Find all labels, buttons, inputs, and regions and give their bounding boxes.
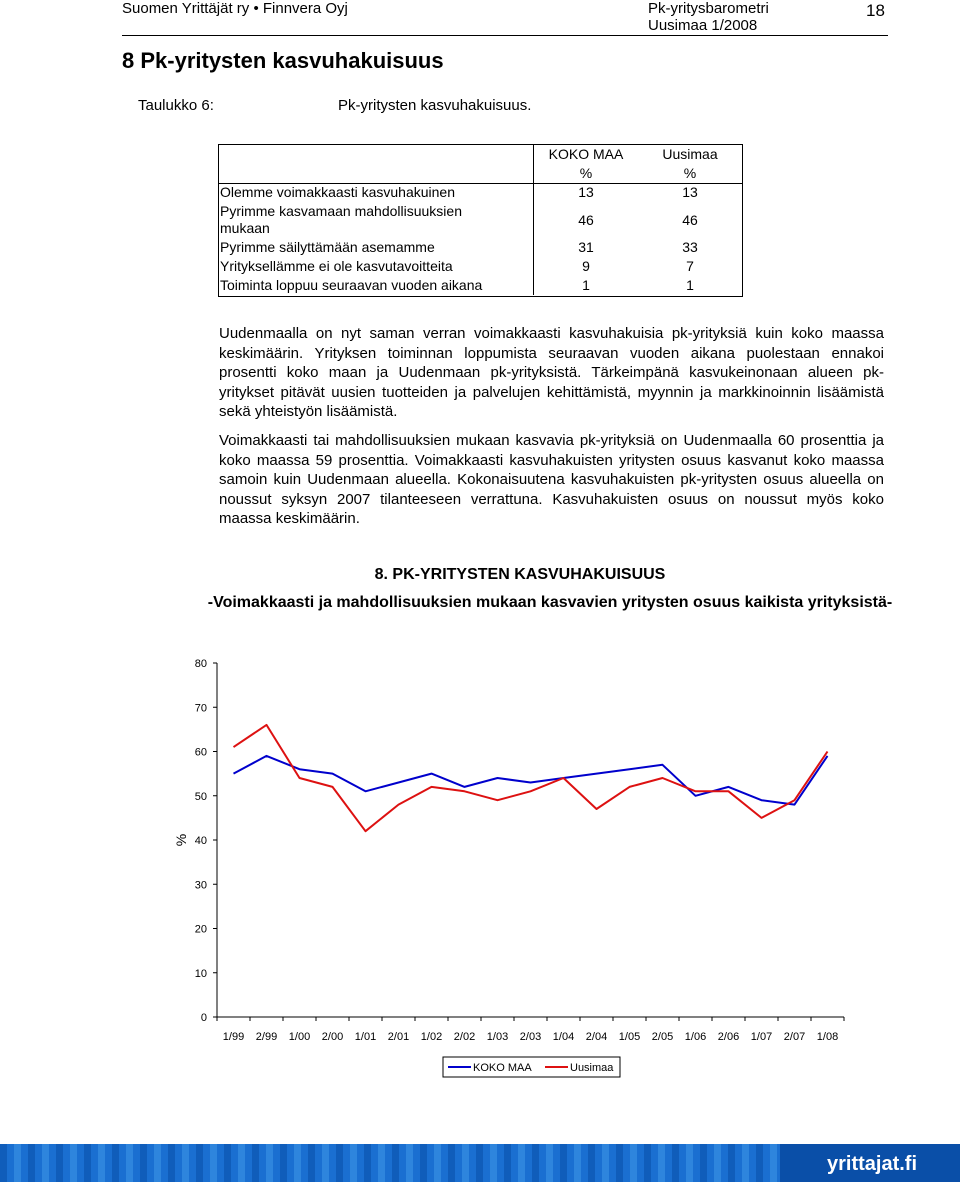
footer-stripe	[238, 1144, 245, 1182]
footer-stripe	[448, 1144, 455, 1182]
footer-stripe	[658, 1144, 665, 1182]
row-label: Yrityksellämme ei ole kasvutavoitteita	[220, 258, 453, 274]
table-unit-row	[218, 165, 742, 183]
footer-stripe	[140, 1144, 147, 1182]
footer-stripe	[112, 1144, 119, 1182]
legend-label: KOKO MAA	[473, 1062, 532, 1074]
header-divider	[122, 35, 888, 36]
footer-stripe	[308, 1144, 315, 1182]
row-uusimaa-value: 33	[682, 239, 698, 255]
footer-stripe	[602, 1144, 609, 1182]
footer-stripe	[644, 1144, 651, 1182]
x-tick-label: 2/07	[783, 1031, 806, 1043]
y-tick-label: 20	[194, 923, 207, 936]
row-label: Toiminta loppuu seuraavan vuoden aikana	[220, 277, 483, 293]
footer-stripe	[420, 1144, 427, 1182]
footer-stripe	[294, 1144, 301, 1182]
footer-stripe	[686, 1144, 693, 1182]
unit-uusimaa: %	[683, 165, 697, 182]
row-koko-value: 1	[534, 276, 637, 295]
footer-stripe	[672, 1144, 679, 1182]
footer-stripe	[588, 1144, 595, 1182]
x-tick-label: 1/08	[816, 1031, 839, 1043]
footer-stripe	[532, 1144, 539, 1182]
table-row	[218, 183, 742, 202]
x-tick-label: 2/01	[387, 1031, 410, 1043]
footer-stripe	[700, 1144, 707, 1182]
footer-stripe	[616, 1144, 623, 1182]
footer-stripe	[210, 1144, 217, 1182]
x-tick-label: 1/05	[618, 1031, 641, 1043]
y-tick-label: 60	[194, 746, 207, 759]
footer-stripe	[378, 1144, 385, 1182]
footer-stripe	[770, 1144, 777, 1182]
footer-stripe	[406, 1144, 413, 1182]
y-tick-label: 50	[194, 790, 207, 803]
paragraph-2: Voimakkaasti tai mahdollisuuksien mukaan kasvavia pk-yrityksiä on Uudenmaalla 60 prosenttia ja koko maassa 59 prosenttia. Voimakkaasti kasvuhakuisten yritysten osuus kasvanut koko maassa samoin kuin Uudenmaan alueella. Kokonaisuutena kasvuhakuisten pk-yritysten osuus alueella on noussut syksyn 2007 tilanteeseen verrattuna. Kasvuhakuisten osuus on noussut myös koko maassa keskimäärin.	[219, 432, 884, 527]
footer-stripe	[574, 1144, 581, 1182]
x-tick-label: 2/03	[519, 1031, 542, 1043]
x-tick-label: 2/02	[453, 1031, 476, 1043]
footer-stripe	[756, 1144, 763, 1182]
x-tick-label: 1/02	[420, 1031, 443, 1043]
legend-label: Uusimaa	[570, 1062, 614, 1074]
col-header-uusimaa: Uusimaa	[662, 146, 718, 162]
footer-stripe	[56, 1144, 63, 1182]
footer-banner	[0, 1144, 960, 1182]
header-report-issue: Uusimaa 1/2008	[648, 17, 758, 34]
x-tick-label: 1/00	[288, 1031, 311, 1043]
x-tick-label: 1/99	[222, 1031, 245, 1043]
footer-brand-logo: yrittajat.fi	[826, 1153, 918, 1175]
y-tick-label: 40	[194, 835, 207, 847]
table-corner-cell	[218, 144, 534, 165]
row-koko-value: 9	[534, 257, 637, 276]
footer-stripe	[560, 1144, 567, 1182]
series-line-koko-maa	[234, 756, 828, 805]
footer-stripe	[168, 1144, 175, 1182]
chart-subtitle: -Voimakkaasti ja mahdollisuuksien mukaan kasvavien yritysten osuus kaikista yrityksistä-	[207, 594, 893, 611]
footer-stripe	[84, 1144, 91, 1182]
footer-stripe	[714, 1144, 721, 1182]
footer-stripe	[504, 1144, 511, 1182]
row-label: Pyrimme säilyttämään asemamme	[220, 239, 435, 255]
row-koko-value: 13	[534, 183, 637, 202]
row-koko-value: 46	[534, 202, 637, 238]
row-label: Pyrimme kasvamaan mahdollisuuksien mukaan	[220, 203, 462, 236]
row-label: Olemme voimakkaasti kasvuhakuinen	[218, 183, 534, 202]
y-tick-label: 30	[194, 879, 207, 892]
x-tick-label: 2/00	[321, 1031, 344, 1043]
footer-stripe	[196, 1144, 203, 1182]
footer-stripe	[434, 1144, 441, 1182]
footer-stripe	[462, 1144, 469, 1182]
footer-stripe	[742, 1144, 749, 1182]
footer-stripe	[546, 1144, 553, 1182]
footer-stripe	[70, 1144, 77, 1182]
footer-stripe	[336, 1144, 343, 1182]
header-right	[648, 0, 769, 34]
col-header-koko-maa: KOKO MAA	[534, 144, 637, 165]
row-uusimaa-value: 1	[686, 277, 694, 293]
footer-stripe	[154, 1144, 161, 1182]
x-tick-label: 1/03	[486, 1031, 509, 1043]
table-row	[218, 202, 742, 238]
row-uusimaa-value: 13	[636, 183, 742, 202]
footer-stripe	[476, 1144, 483, 1182]
unit-koko-maa: %	[534, 165, 637, 183]
x-tick-label: 2/04	[585, 1031, 608, 1043]
series-line-uusimaa	[234, 725, 828, 831]
footer-stripe	[182, 1144, 189, 1182]
footer-stripe	[518, 1144, 525, 1182]
row-uusimaa-value: 7	[686, 258, 694, 274]
header-report-name: Pk-yritysbarometri	[648, 0, 769, 17]
footer-stripe	[728, 1144, 735, 1182]
row-koko-value: 31	[534, 238, 637, 257]
footer-stripe	[630, 1144, 637, 1182]
footer-stripe	[28, 1144, 35, 1182]
table-row	[218, 276, 742, 295]
table-header-row	[218, 144, 742, 165]
x-tick-label: 1/01	[354, 1031, 377, 1043]
footer-stripe	[126, 1144, 133, 1182]
page-number: 18	[866, 1, 885, 20]
table-caption-text: Pk-yritysten kasvuhakuisuus.	[338, 97, 532, 114]
footer-stripe	[224, 1144, 231, 1182]
footer-stripe	[490, 1144, 497, 1182]
x-tick-label: 1/04	[552, 1031, 575, 1043]
table-row	[218, 257, 742, 276]
y-tick-label: 80	[194, 658, 207, 670]
x-tick-label: 1/06	[684, 1031, 707, 1043]
footer-stripe	[392, 1144, 399, 1182]
y-axis-label: %	[173, 833, 189, 847]
footer-stripe	[350, 1144, 357, 1182]
x-tick-label: 2/05	[651, 1031, 674, 1043]
growth-table	[218, 144, 742, 295]
paragraph-1: Uudenmaalla on nyt saman verran voimakkaasti kasvuhakuisia pk-yrityksiä kuin koko maassa keskimäärin. Yrityksen toiminnan loppumista seuraavan vuoden aikana puolestaan ennakoi prosentti koko maan ja Uudenmaan pk-yrityksistä. Tärkeimpänä kasvukeinonaan alueen pk-yritykset pitävät uusien tuotteiden ja palvelujen kehittämistä, myynnin ja markkinoinnin lisäämistä sekä yhteistyön lisäämistä.	[219, 325, 884, 420]
chart-title: 8. PK-YRITYSTEN KASVUHAKUISUUS	[374, 566, 666, 583]
footer-stripe	[322, 1144, 329, 1182]
footer-stripe	[364, 1144, 371, 1182]
table-row	[218, 238, 742, 257]
y-tick-label: 70	[194, 702, 207, 715]
x-tick-label: 2/99	[255, 1031, 278, 1043]
x-tick-label: 2/06	[717, 1031, 740, 1043]
footer-stripe	[0, 1144, 7, 1182]
table-unit-blank	[218, 165, 534, 183]
row-uusimaa-value: 46	[682, 211, 698, 228]
footer-stripe	[42, 1144, 49, 1182]
x-tick-label: 1/07	[750, 1031, 773, 1043]
footer-stripe	[266, 1144, 273, 1182]
footer-stripe	[280, 1144, 287, 1182]
header-left: Suomen Yrittäjät ry • Finnvera Oyj	[122, 0, 348, 17]
table-caption-label: Taulukko 6:	[138, 97, 214, 114]
footer-stripe	[14, 1144, 21, 1182]
y-tick-label: 10	[194, 967, 207, 980]
footer-stripe	[98, 1144, 105, 1182]
y-tick-label: 0	[200, 1012, 207, 1024]
section-title: 8 Pk-yritysten kasvuhakuisuus	[122, 48, 444, 73]
growth-line-chart	[0, 640, 960, 1090]
footer-stripe	[252, 1144, 259, 1182]
